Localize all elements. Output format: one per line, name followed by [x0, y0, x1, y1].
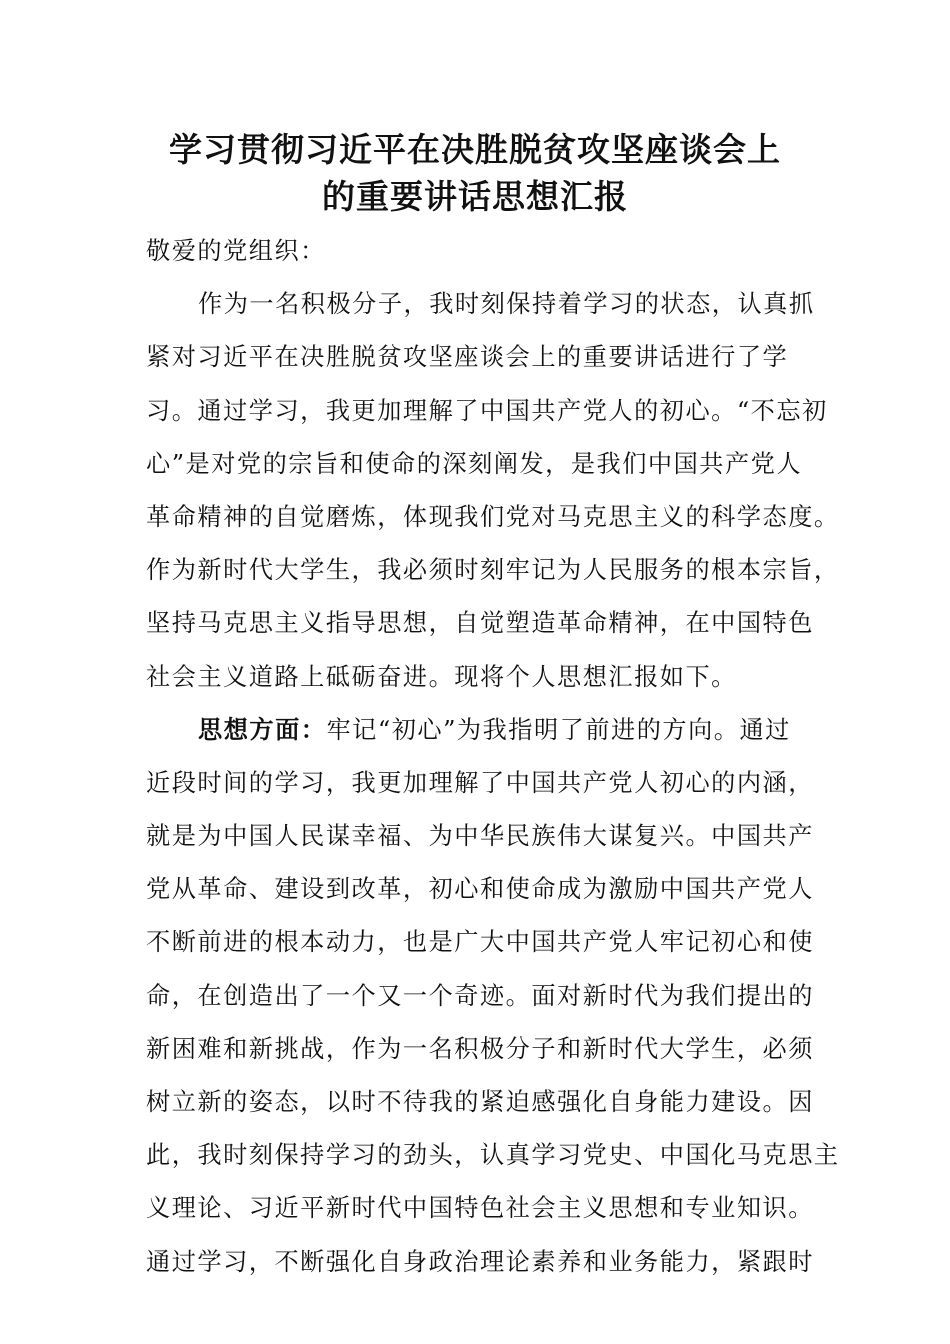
paragraph-line: 树立新的姿态，以时不待我的紧迫感强化自身能力建设。因 — [146, 1088, 814, 1116]
paragraph-line: 不断前进的根本动力，也是广大中国共产党人牢记初心和使 — [146, 928, 814, 957]
paragraph-line: 党从革命、建设到改革，初心和使命成为激励中国共产党人 — [146, 875, 814, 904]
paragraph-line: 紧对习近平在决胜脱贫攻坚座谈会上的重要讲话进行了学 — [146, 343, 789, 372]
document-title-line-1: 学习贯彻习近平在决胜脱贫攻坚座谈会上 — [169, 130, 781, 169]
paragraph-line: 近段时间的学习，我更加理解了中国共产党人初心的内涵， — [146, 768, 814, 797]
section-label: 思想方面： — [198, 715, 327, 744]
paragraph-line — [146, 704, 826, 757]
paragraph-line: 习。通过学习，我更加理解了中国共产党人的初心。“不忘初 — [146, 396, 828, 425]
paragraph-line: 革命精神的自觉磨炼，体现我们党对马克思主义的科学态度。 — [146, 502, 840, 531]
paragraph-line: 社会主义道路上砥砺奋进。现将个人思想汇报如下。 — [146, 662, 737, 691]
paragraph-line: 就是为中国人民谋幸福、为中华民族伟大谋复兴。中国共产 — [146, 822, 814, 851]
paragraph-line: 义理论、习近平新时代中国特色社会主义思想和专业知识。 — [146, 1194, 814, 1223]
document-title-line-2: 的重要讲话思想汇报 — [322, 177, 628, 216]
paragraph-line: 作为新时代大学生，我必须时刻牢记为人民服务的根本宗旨， — [146, 556, 840, 585]
salutation: 敬爱的党组织： — [146, 237, 326, 265]
paragraph-line: 作为一名积极分子，我时刻保持着学习的状态，认真抓 — [198, 290, 815, 319]
paragraph-line: 命，在创造出了一个又一个奇迹。面对新时代为我们提出的 — [146, 981, 814, 1010]
paragraph-text: 牢记“初心”为我指明了前进的方向。通过 — [326, 715, 791, 744]
document-body — [146, 225, 840, 1289]
paragraph-line: 新困难和新挑战，作为一名积极分子和新时代大学生，必须 — [146, 1034, 814, 1063]
paragraph-line: 通过学习，不断强化自身政治理论素养和业务能力，紧跟时 — [146, 1247, 814, 1276]
paragraph-line: 此，我时刻保持学习的劲头，认真学习党史、中国化马克思主 — [146, 1141, 840, 1170]
paragraph-line: 心”是对党的宗旨和使命的深刻阐发，是我们中国共产党人 — [146, 449, 803, 478]
paragraph-line: 坚持马克思主义指导思想，自觉塑造革命精神，在中国特色 — [146, 609, 814, 638]
